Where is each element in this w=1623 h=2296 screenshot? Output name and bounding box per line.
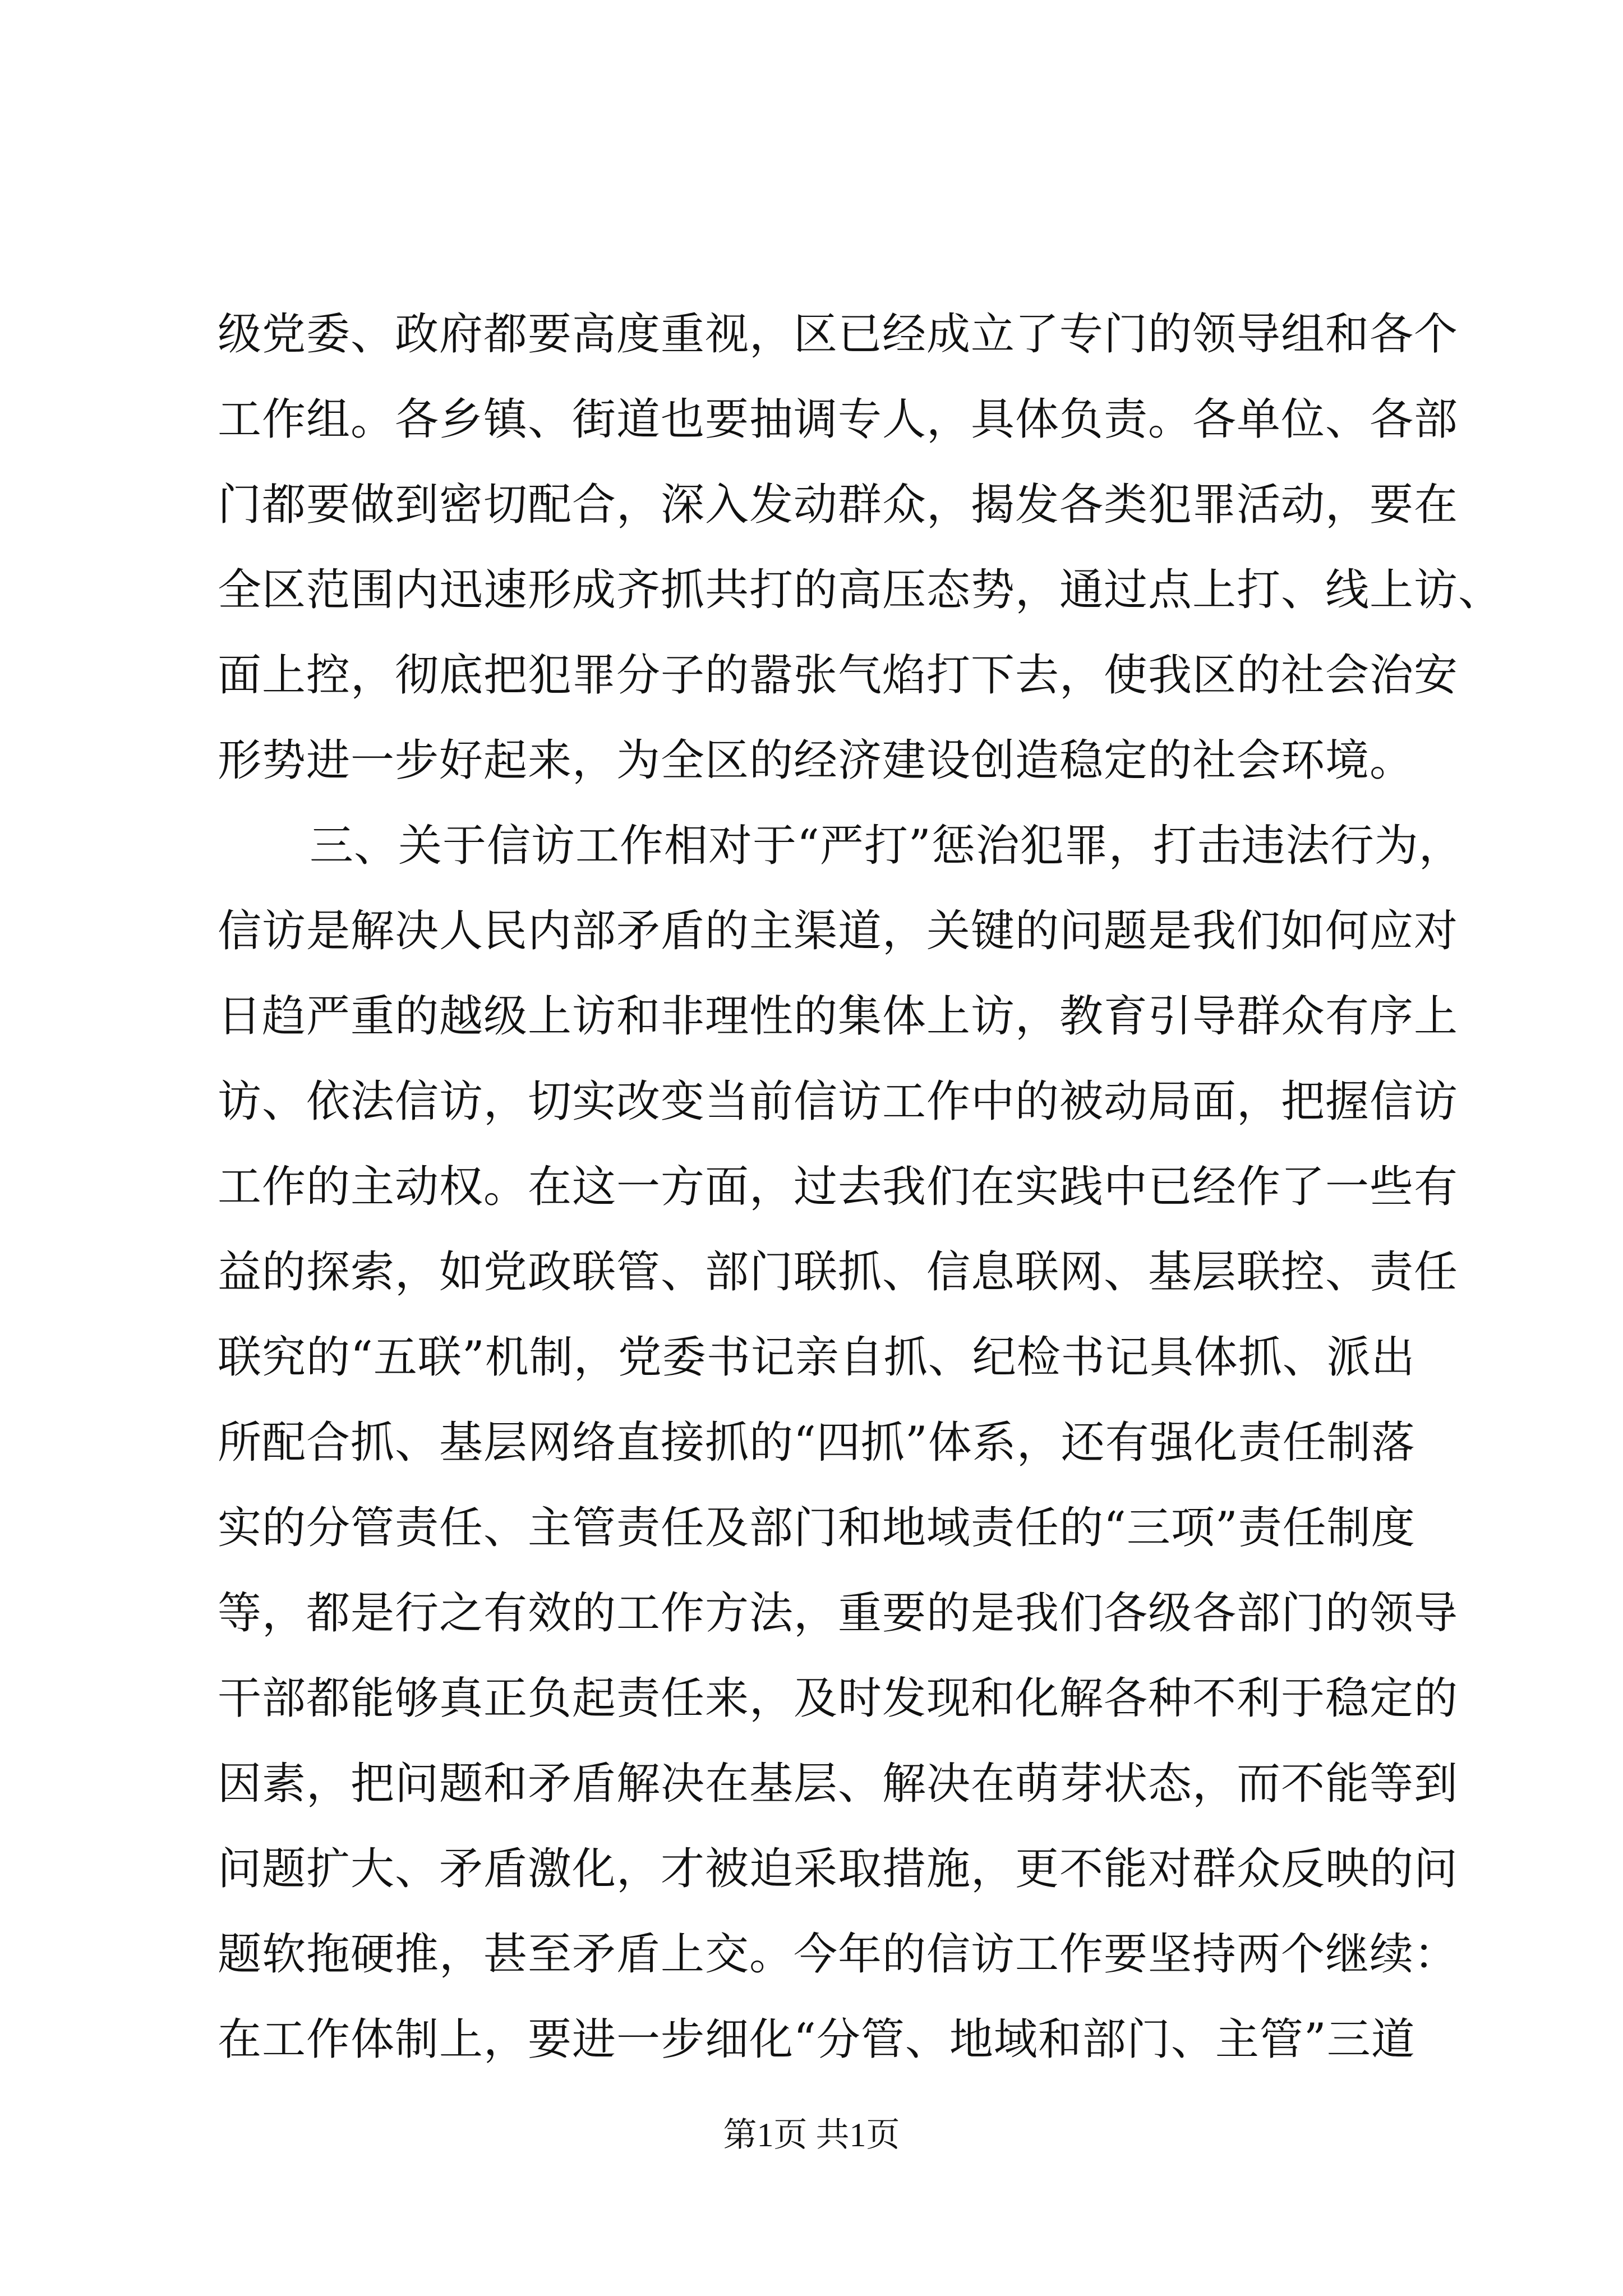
- paragraph-start-line: 三、关于信访工作相对于“严打”惩治犯罪，打击违法行为，: [310, 821, 1463, 871]
- text-line: 工作的主动权。在这一方面，过去我们在实践中已经作了一些有: [218, 1162, 1459, 1212]
- text-line: 门都要做到密切配合，深入发动群众，揭发各类犯罪活动，要在: [218, 480, 1459, 530]
- document-body: [218, 292, 1503, 2082]
- text-line: 日趋严重的越级上访和非理性的集体上访，教育引导群众有序上: [218, 991, 1459, 1042]
- text-line: 问题扩大、矛盾激化，才被迫采取措施，更不能对群众反映的问: [218, 1844, 1459, 1894]
- text-line: 访、依法信访，切实改变当前信访工作中的被动局面，把握信访: [218, 1076, 1459, 1127]
- text-line: 实的分管责任、主管责任及部门和地域责任的“三项”责任制度: [218, 1503, 1415, 1553]
- text-line: 联究的“五联”机制，党委书记亲自抓、纪检书记具体抓、派出: [218, 1332, 1415, 1383]
- page-footer: 第1页 共1页: [723, 2116, 900, 2154]
- text-line: 干部都能够真正负起责任来，及时发现和化解各种不利于稳定的: [218, 1673, 1459, 1724]
- text-line: 益的探索，如党政联管、部门联抓、信息联网、基层联控、责任: [218, 1247, 1459, 1297]
- text-line: 所配合抓、基层网络直接抓的“四抓”体系，还有强化责任制落: [218, 1418, 1415, 1468]
- text-line: 级党委、政府都要高度重视，区已经成立了专门的领导组和各个: [218, 309, 1459, 360]
- text-line: 因素，把问题和矛盾解决在基层、解决在萌芽状态，而不能等到: [218, 1759, 1459, 1809]
- text-line: 信访是解决人民内部矛盾的主渠道，关键的问题是我们如何应对: [218, 906, 1459, 956]
- text-line: 等，都是行之有效的工作方法，重要的是我们各级各部门的领导: [218, 1588, 1459, 1639]
- text-line: 形势进一步好起来，为全区的经济建设创造稳定的社会环境。: [218, 735, 1414, 786]
- text-line: 面上控，彻底把犯罪分子的嚣张气焰打下去，使我区的社会治安: [218, 650, 1459, 701]
- text-line: 全区范围内迅速形成齐抓共打的高压态势，通过点上打、线上访、: [218, 565, 1503, 615]
- text-line: 工作组。各乡镇、街道也要抽调专人，具体负责。各单位、各部: [218, 394, 1459, 445]
- text-line: 题软拖硬推，甚至矛盾上交。今年的信访工作要坚持两个继续：: [218, 1929, 1459, 1980]
- text-line: 在工作体制上，要进一步细化“分管、地域和部门、主管”三道: [218, 2014, 1415, 2065]
